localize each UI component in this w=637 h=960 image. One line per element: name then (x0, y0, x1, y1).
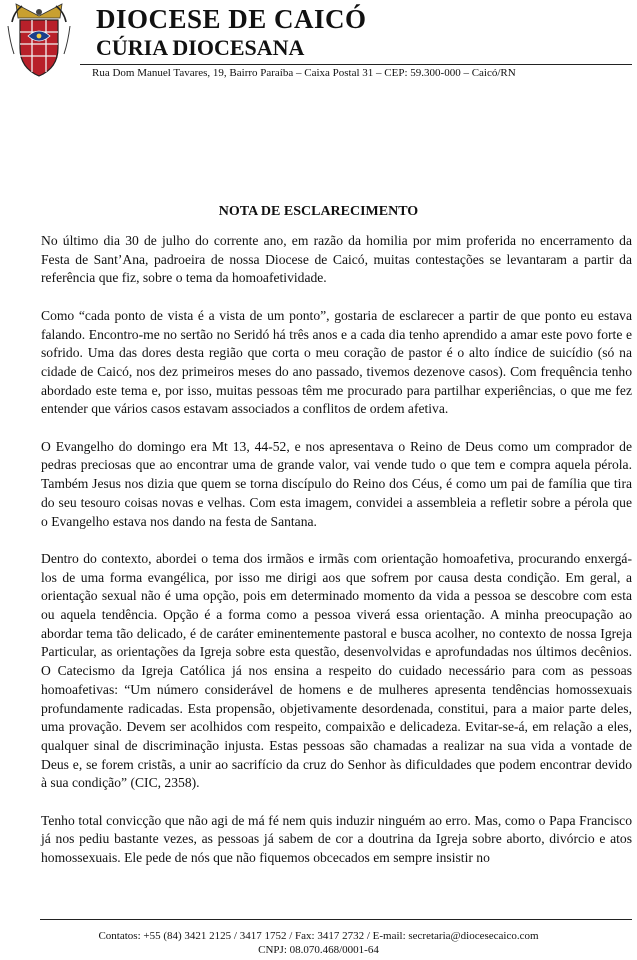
diocese-title: DIOCESE DE CAICÓ (96, 4, 367, 34)
paragraph-1: No último dia 30 de julho do corrente ano, em razão da homilia por mim proferida no encerramento da Festa de Sant’Ana, padroeira de nossa Diocese de Caicó, muitas contestações se levantaram a partir da referência que fiz, sobre o tema da homoafetividade. (41, 233, 632, 286)
paragraph-3: O Evangelho do domingo era Mt 13, 44-52, e nos apresentava o Reino de Deus como um comprador de pedras preciosas que ao encontrar uma de grande valor, vai vende tudo o que tem e compra aquela pérola. Também Jesus nos dizia que quem se torna discípulo do Reino dos Céus, é como um pai de família que tira do seu tesouro coisas novas e velhas. Com esta imagem, convidei a assembleia a refletir sobre a pérola que o Evangelho estava nos dando na festa de Santana. (41, 438, 632, 529)
paragraph-4: Dentro do contexto, abordei o tema dos irmãos e irmãs com orientação homoafetiva, procurando enxergá-los de uma forma evangélica, por isso me dirigi aos que sofrem por causa desta condição. Em geral, a orientação sexual não é uma opção, pois em determinado momento da vida a pessoa se descobre com esta ou aquela tendência. Opção é a forma como a pessoa viverá essa orientação. A minha preocupação ao abordar tema tão delicado, é de caráter eminentemente pastoral e busca acolher, no contexto de nossa Igreja Particular, as orientações da Igreja sobre esta questão, desenvolvidas e aprofundadas nos últimos decênios. O Catecismo da Igreja Católica já nos ensina a respeito do cuidado necessário para com as pessoas homoafetivas: “Um número considerável de homens e de mulheres apresenta tendências homossexuais profundamente radicadas. Esta propensão, objetivamente desordenada, constitui, para a maior parte deles, uma provação. Devem ser acolhidos com respeito, compaixão e delicadeza. Evitar-se-á, em relação a eles, qualquer sinal de discriminação injusta. Estas pessoas são chamadas a realizar na sua vida a vontade de Deus e, se forem cristãs, a unir ao sacrifício da cruz do Senhor às dificuldades que podem encontrar devido à sua condição” (CIC, 2358). (41, 550, 632, 791)
document-title: NOTA DE ESCLARECIMENTO (218, 204, 419, 219)
paragraph-5: Tenho total convicção que não agi de má fé nem quis induzir ninguém ao erro. Mas, como o Papa Francisco já nos pediu bastante vezes, as pessoas já sabem de cor a doutrina da Igreja sobre aborto, divórcio e atos homossexuais. Ele pede de nós que não fiquemos obcecados em sempre insistir no (41, 812, 632, 866)
header-address: Rua Dom Manuel Tavares, 19, Bairro Paraíba – Caixa Postal 31 – CEP: 59.300-000 – Caicó/RN (92, 67, 516, 79)
document-body (41, 232, 632, 887)
footer-contacts: Contatos: +55 (84) 3421 2125 / 3417 1752 / Fax: 3417 2732 / E-mail: secretaria@diocesecaico.com (98, 930, 539, 942)
paragraph-2: Como “cada ponto de vista é a vista de um ponto”, gostaria de esclarecer a partir de que ponto eu estava falando. Encontro-me no sertão no Seridó há três anos e a cada dia tenho aprendido a amar este povo forte e sofrido. Uma das dores desta região que corta o meu coração de pastor é o alto índice de suicídio (só na cidade de Caicó, nos dez primeiros meses do ano passado, tivemos dezenove casos). Com frequência tenho abordado este tema e, por isso, muitas pessoas têm me procurado para partilhar experiências, o que me fez entender que vários casos estavam associados a conflitos de ordem afetiva. (41, 307, 632, 417)
header-divider (80, 64, 632, 65)
footer-divider (40, 919, 632, 920)
curia-subtitle: CÚRIA DIOCESANA (96, 35, 305, 60)
diocese-coat-of-arms (6, 2, 72, 78)
footer-cnpj: CNPJ: 08.070.468/0001-64 (258, 944, 379, 956)
